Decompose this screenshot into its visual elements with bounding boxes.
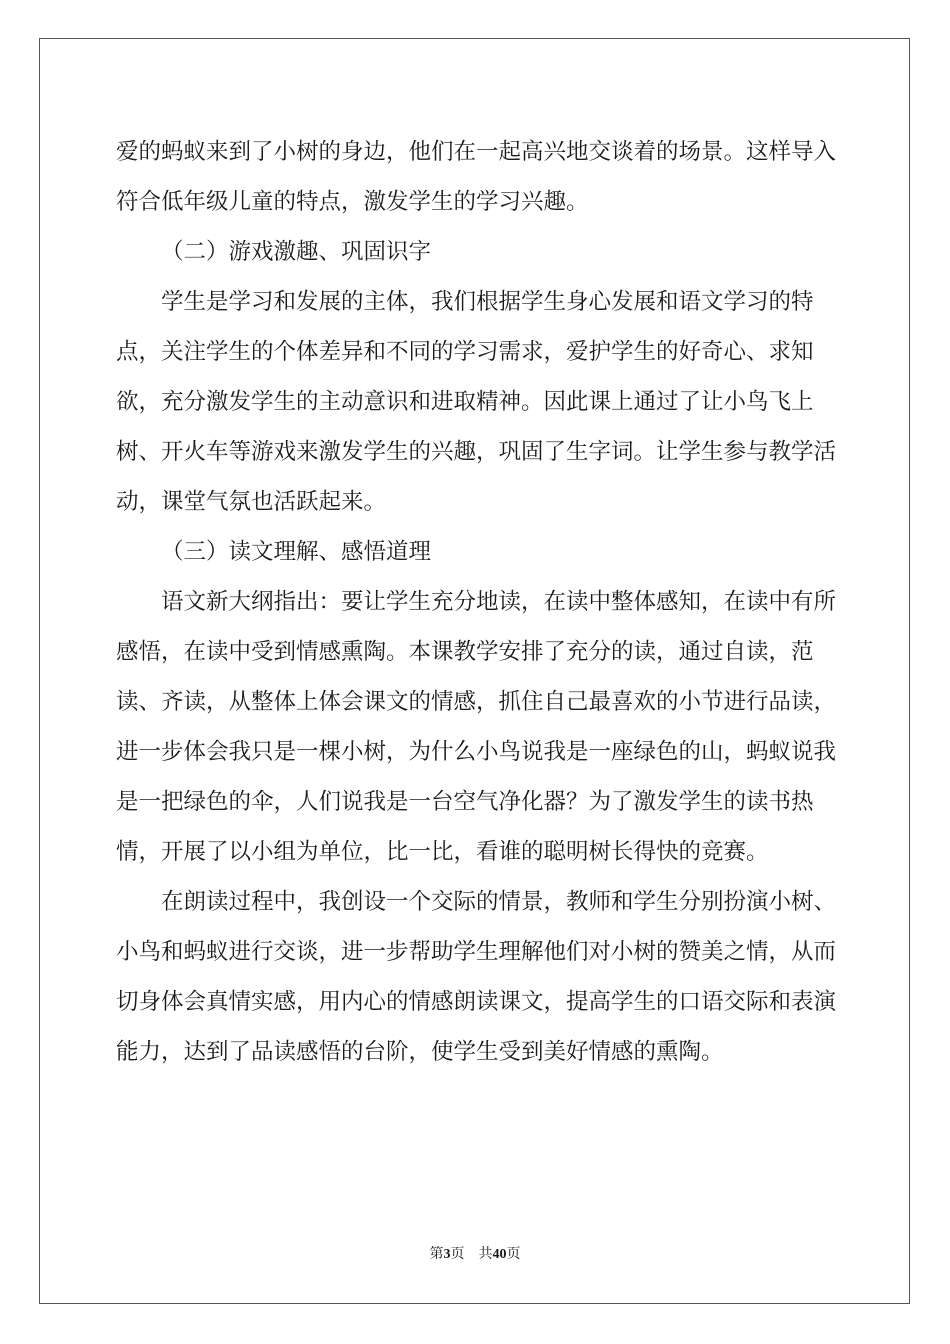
section-heading-3: （三）读文理解、感悟道理 [161,539,432,565]
document-body [116,127,836,1077]
page-footer [0,1243,950,1263]
total-prefix: 共 [478,1246,493,1262]
page-number: 3 [443,1247,451,1262]
paragraph: 在朗读过程中，我创设一个交际的情景，教师和学生分别扮演小树、小鸟和蚂蚁进行交谈，进一步帮助学生理解他们对小树的赞美之情，从而切身体会真情实感，用内心的情感朗读课文，提高学生的口语交际和表演能力，达到了品读感悟的台阶，使学生受到美好情感的熏陶。 [116,889,837,1065]
section-heading-2: （二）游戏激趣、巩固识字 [161,239,432,265]
total-pages: 40 [492,1247,507,1262]
paragraph: 学生是学习和发展的主体，我们根据学生身心发展和语文学习的特点，关注学生的个体差异和不同的学习需求，爱护学生的好奇心、求知欲，充分激发学生的主动意识和进取精神。因此课上通过了让小鸟飞上树、开火车等游戏来激发学生的兴趣，巩固了生字词。让学生参与教学活动，课堂气氛也活跃起来。 [116,289,837,515]
total-suffix: 页 [506,1246,521,1262]
page-prefix: 第 [429,1246,444,1262]
page-suffix: 页 [450,1246,465,1262]
paragraph: 语文新大纲指出：要让学生充分地读，在读中整体感知，在读中有所感悟，在读中受到情感熏陶。本课教学安排了充分的读，通过自读，范读、齐读，从整体上体会课文的情感，抓住自己最喜欢的小节进行品读，进一步体会我只是一棵小树，为什么小鸟说我是一座绿色的山，蚂蚁说我是一把绿色的伞，人们说我是一台空气净化器？为了激发学生的读书热情，开展了以小组为单位，比一比，看谁的聪明树长得快的竞赛。 [116,589,837,865]
paragraph-continued: 爱的蚂蚁来到了小树的身边，他们在一起高兴地交谈着的场景。这样导入符合低年级儿童的特点，激发学生的学习兴趣。 [116,139,837,215]
